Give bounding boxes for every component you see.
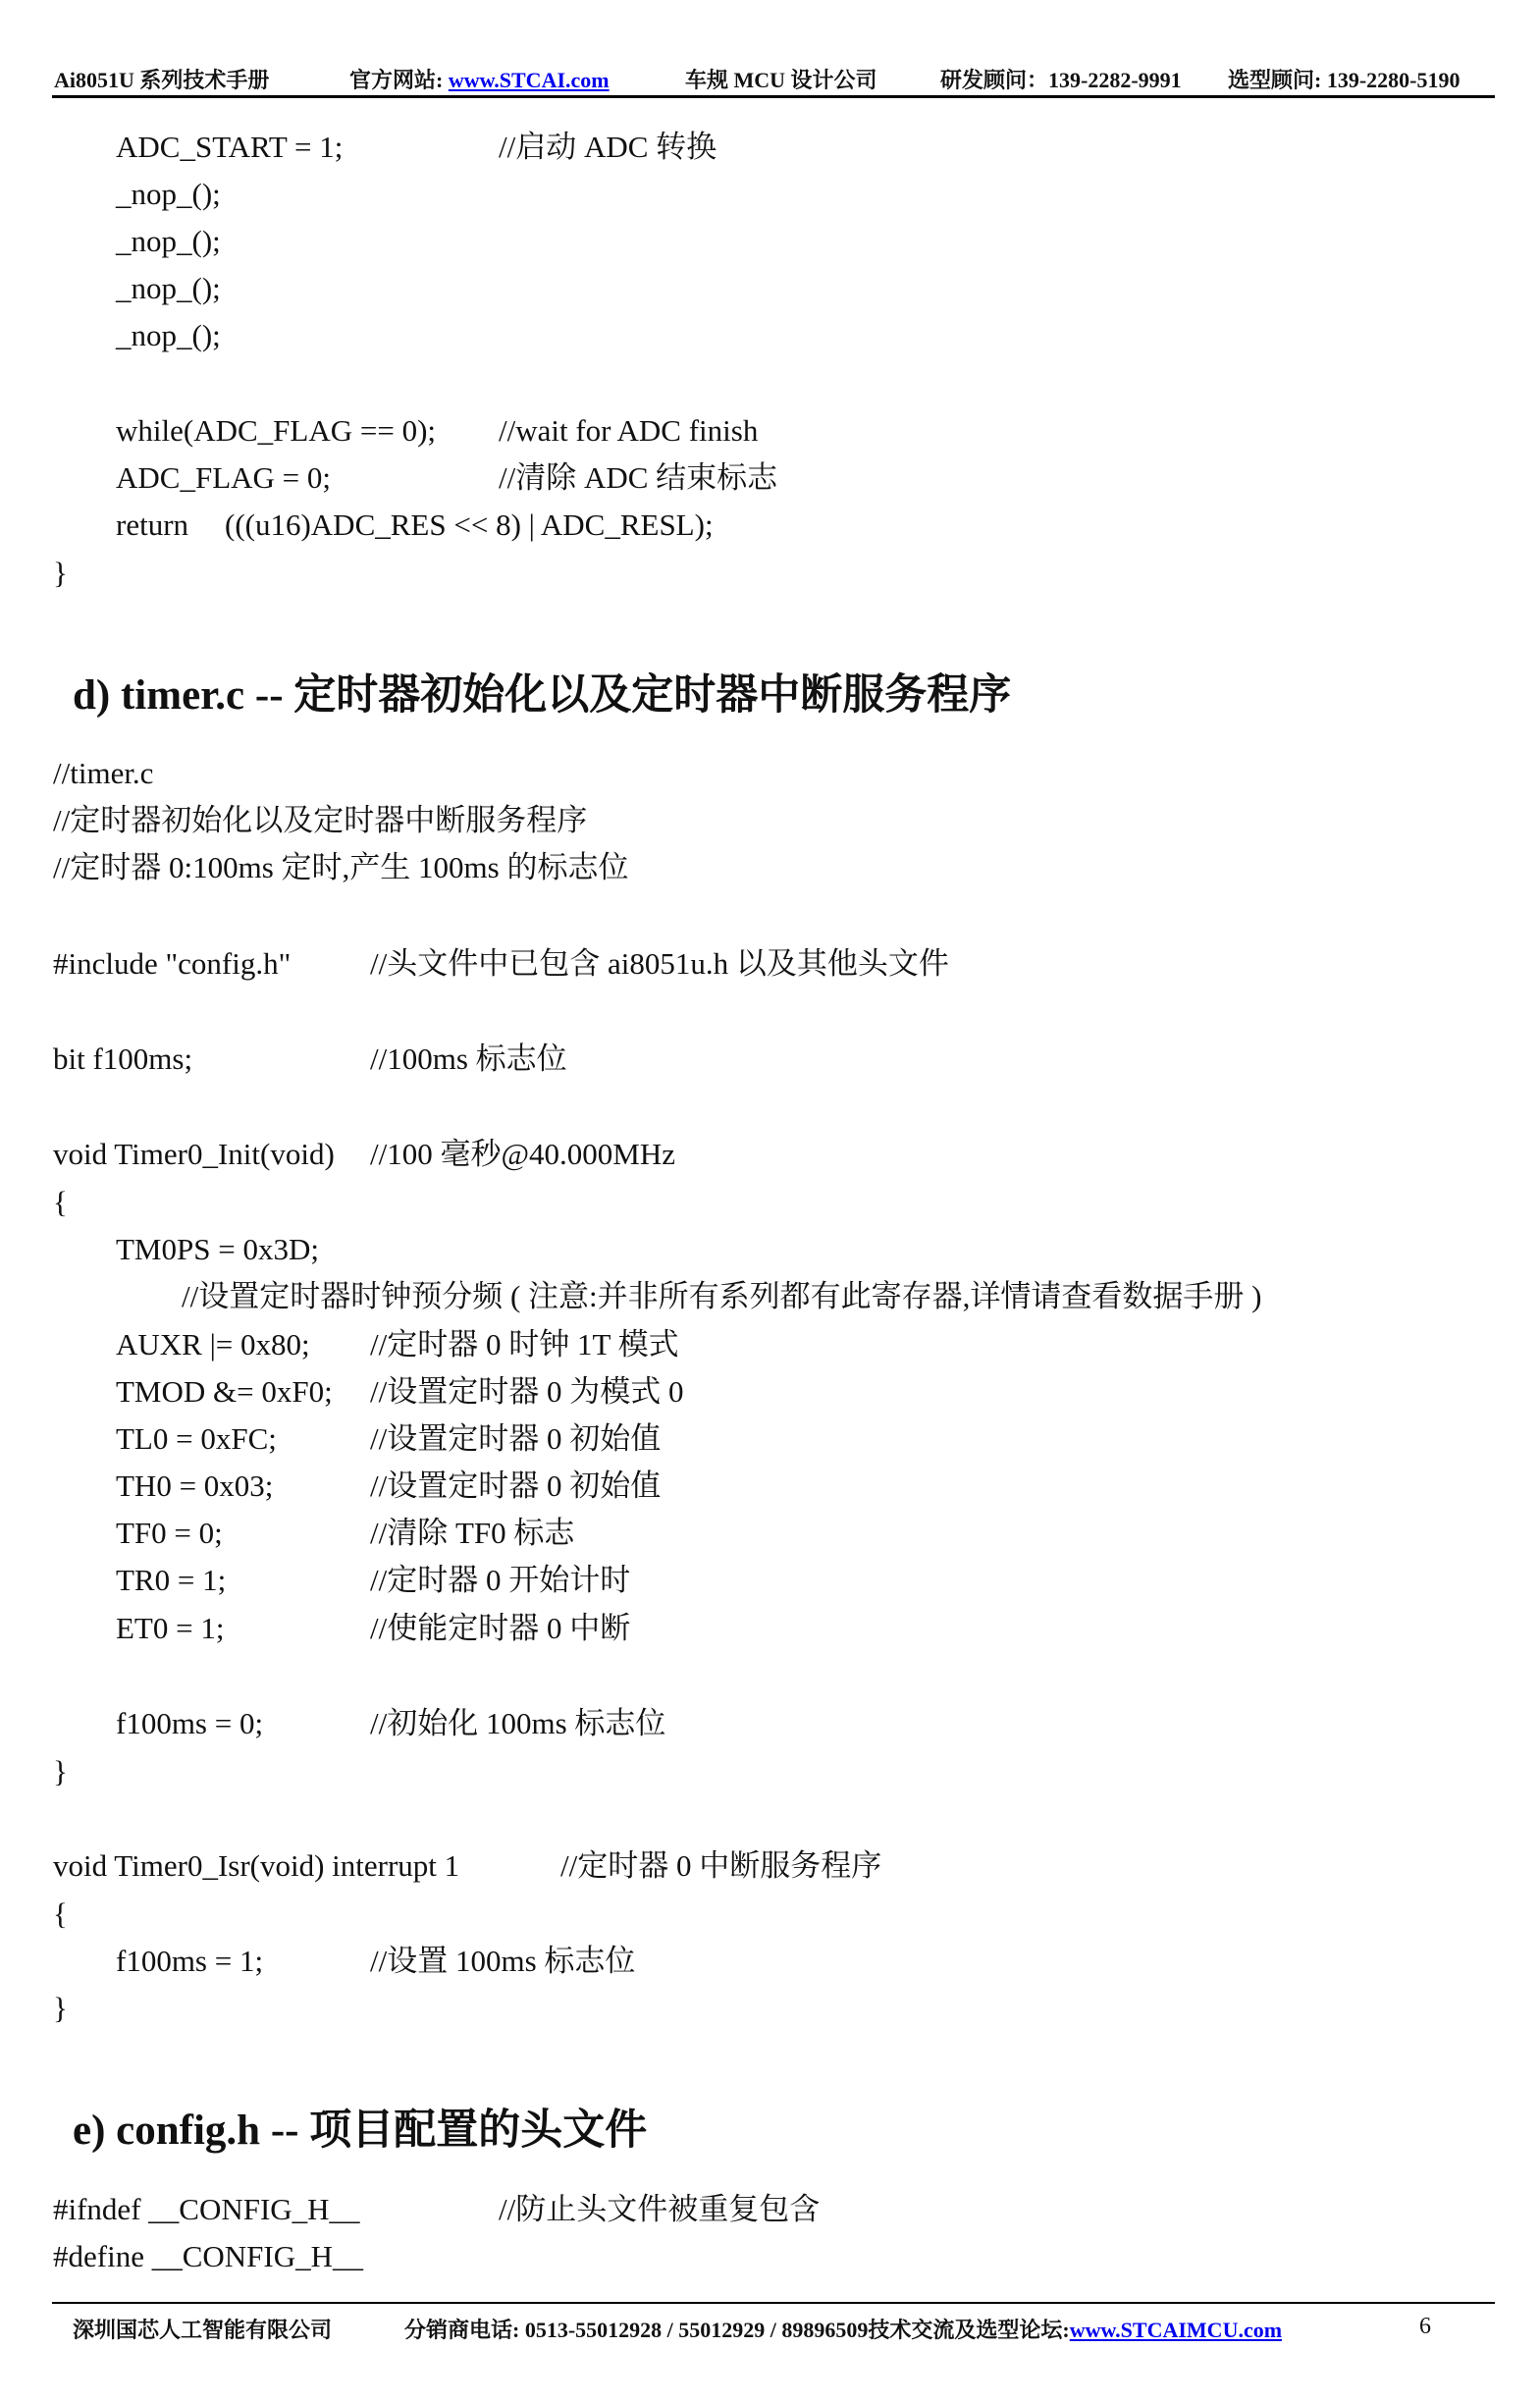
code-text: TL0 = 0xFC; xyxy=(116,1421,277,1456)
code-comment: //启动 ADC 转换 xyxy=(499,130,717,164)
code-line xyxy=(53,2190,821,2229)
code-text: #include "config.h" xyxy=(53,946,292,981)
code-comment: //设置定时器 0 为模式 0 xyxy=(370,1374,684,1409)
code-text: { xyxy=(53,1185,68,1219)
code-line xyxy=(116,1230,319,1269)
footer-contact xyxy=(404,2314,1282,2344)
code-text: _nop_(); xyxy=(116,318,221,352)
code-line xyxy=(116,506,714,545)
code-line xyxy=(116,1372,684,1412)
code-line xyxy=(116,1514,575,1553)
code-line xyxy=(53,1989,68,2028)
code-line xyxy=(53,1846,882,1886)
code-comment: //设置定时器 0 初始值 xyxy=(370,1421,662,1456)
code-text: } xyxy=(53,1991,68,2025)
code-line xyxy=(182,1277,1261,1316)
code-line xyxy=(116,1325,679,1364)
code-text: AUXR |= 0x80; xyxy=(116,1327,310,1361)
code-text: ADC_START = 1; xyxy=(116,130,344,164)
selection-contact: 选型顾问: 139-2280-5190 xyxy=(1228,68,1460,92)
code-comment: //100 毫秒@40.000MHz xyxy=(370,1137,675,1171)
code-text: //定时器 0:100ms 定时,产生 100ms 的标志位 xyxy=(53,850,629,884)
code-text: TF0 = 0; xyxy=(116,1516,223,1550)
code-line xyxy=(116,1942,636,1981)
code-text: //设置定时器时钟预分频 ( 注意:并非所有系列都有此寄存器,详情请查看数据手册 ) xyxy=(182,1279,1262,1313)
code-text: TMOD &= 0xF0; xyxy=(116,1374,333,1409)
code-text: } xyxy=(53,556,68,590)
code-line xyxy=(116,1467,662,1506)
section-heading-config: e) config.h -- 项目配置的头文件 xyxy=(73,2108,648,2154)
code-comment: //定时器 0 时钟 1T 模式 xyxy=(370,1327,679,1361)
code-text: f100ms = 1; xyxy=(116,1944,264,1978)
code-text: while(ADC_FLAG == 0); xyxy=(116,413,436,448)
code-comment: //定时器 0 中断服务程序 xyxy=(560,1848,882,1883)
code-line xyxy=(116,1561,631,1600)
footer-phones: 分销商电话: 0513-55012928 / 55012929 / 89896509技术交流及选型论坛: xyxy=(404,2318,1070,2342)
code-line xyxy=(53,554,68,593)
site-link[interactable]: www.STCAI.com xyxy=(448,68,610,92)
code-comment: //wait for ADC finish xyxy=(499,413,759,448)
code-text: void Timer0_Init(void) xyxy=(53,1137,335,1171)
footer-company: 深圳国芯人工智能有限公司 xyxy=(73,2318,333,2342)
footer-rule xyxy=(52,2302,1495,2304)
code-text: { xyxy=(53,1896,68,1931)
code-text: _nop_(); xyxy=(116,177,221,211)
code-line xyxy=(116,411,759,451)
code-text: #define __CONFIG_H__ xyxy=(53,2239,363,2273)
code-line xyxy=(53,1752,68,1791)
code-text: ADC_FLAG = 0; xyxy=(116,460,331,495)
site-label xyxy=(349,64,610,94)
code-comment: //清除 TF0 标志 xyxy=(370,1516,575,1550)
code-line xyxy=(116,269,221,308)
code-text: _nop_(); xyxy=(116,271,221,305)
code-text: void Timer0_Isr(void) interrupt 1 xyxy=(53,1848,460,1883)
section-heading-timer: d) timer.c -- 定时器初始化以及定时器中断服务程序 xyxy=(73,672,1012,719)
code-line xyxy=(116,458,778,498)
code-comment: //防止头文件被重复包含 xyxy=(499,2192,821,2226)
code-comment: //清除 ADC 结束标志 xyxy=(499,460,778,495)
code-line xyxy=(116,1419,662,1459)
code-line xyxy=(116,128,717,167)
code-line xyxy=(53,801,587,840)
manual-title: Ai8051U 系列技术手册 xyxy=(54,68,270,92)
code-line xyxy=(53,754,153,793)
code-text: //定时器初始化以及定时器中断服务程序 xyxy=(53,803,588,837)
code-text: TM0PS = 0x3D; xyxy=(116,1232,319,1266)
code-line xyxy=(53,2237,363,2276)
code-line xyxy=(53,1135,675,1174)
page-header xyxy=(52,62,1495,95)
code-text: _nop_(); xyxy=(116,224,221,258)
code-text: //timer.c xyxy=(53,756,154,790)
code-line xyxy=(53,848,628,887)
code-text: bit f100ms; xyxy=(53,1041,193,1076)
code-comment: //使能定时器 0 中断 xyxy=(370,1611,631,1645)
company-tagline: 车规 MCU 设计公司 xyxy=(685,68,877,92)
code-comment: //头文件中已包含 ai8051u.h 以及其他头文件 xyxy=(370,946,949,981)
rd-contact: 研发顾问：139-2282-9991 xyxy=(940,68,1182,92)
code-comment: //初始化 100ms 标志位 xyxy=(370,1706,666,1740)
code-line xyxy=(116,1609,631,1648)
code-line xyxy=(116,1704,666,1743)
code-text: f100ms = 0; xyxy=(116,1706,264,1740)
code-text: #ifndef __CONFIG_H__ xyxy=(53,2192,360,2226)
code-text: ET0 = 1; xyxy=(116,1611,225,1645)
code-comment: //100ms 标志位 xyxy=(370,1041,567,1076)
code-line xyxy=(116,175,221,214)
code-line xyxy=(53,1183,68,1222)
code-line xyxy=(116,316,221,355)
code-text: TR0 = 1; xyxy=(116,1563,227,1597)
code-line xyxy=(116,222,221,261)
code-text: TH0 = 0x03; xyxy=(116,1468,274,1503)
code-line xyxy=(53,944,949,984)
site-label-text: 官方网站: xyxy=(349,68,449,92)
code-comment: //设置定时器 0 初始值 xyxy=(370,1468,662,1503)
header-rule xyxy=(52,95,1495,98)
code-comment: (((u16)ADC_RES << 8) | ADC_RESL); xyxy=(225,507,714,542)
code-text: return xyxy=(116,507,189,542)
forum-link[interactable]: www.STCAIMCU.com xyxy=(1069,2318,1283,2342)
page-footer xyxy=(73,2312,1486,2345)
code-text: } xyxy=(53,1754,68,1788)
code-line xyxy=(53,1040,567,1079)
code-comment: //定时器 0 开始计时 xyxy=(370,1563,631,1597)
page-number: 6 xyxy=(1419,2314,1431,2339)
code-comment: //设置 100ms 标志位 xyxy=(370,1944,636,1978)
code-line xyxy=(53,1895,68,1934)
